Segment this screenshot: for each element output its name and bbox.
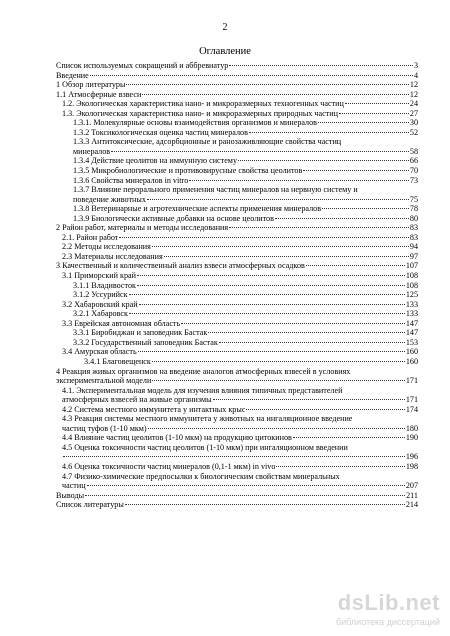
toc-entry-title: 3.1 Приморский край (62, 271, 136, 281)
toc-entry (56, 166, 418, 176)
dot-leader (125, 504, 405, 505)
dot-leader (87, 485, 405, 486)
toc-entry-title: 1.3.9 Биологически активные добавки на основе цеолитов (73, 213, 274, 223)
dot-leader (213, 399, 405, 400)
toc-entry (56, 328, 418, 338)
toc-page-number: 70 (409, 166, 418, 176)
toc-page-number: 97 (409, 251, 418, 261)
dot-leader (142, 94, 409, 95)
dot-leader (119, 237, 408, 238)
toc-entry-title: 1.1 Атмосферные взвеси (56, 89, 142, 99)
toc-entry-title: 1.3.3 Антитоксические, адсорбционные и ранозаживляющие свойства частиц (73, 137, 342, 147)
toc-page-number: 198 (405, 461, 418, 471)
toc-entry-title: 3.4.1 Благовещенск (84, 356, 151, 366)
dot-leader (189, 180, 409, 181)
dot-leader (293, 437, 405, 438)
toc-entry-title: 2.3 Материалы исследования (62, 251, 163, 261)
toc-entry (56, 347, 418, 357)
toc-entry-title: Список используемых сокращений и аббревиатур (56, 61, 229, 70)
dot-leader (90, 75, 413, 76)
dot-leader (318, 122, 409, 123)
toc-entry (56, 472, 418, 491)
toc-entry (56, 99, 418, 109)
dot-leader (129, 313, 405, 314)
toc-page-number: 30 (409, 118, 418, 128)
toc-entry (56, 109, 418, 119)
watermark-subtitle: библиотека диссертаций (335, 617, 440, 627)
toc-entry (56, 405, 418, 415)
toc-entry-title: 1.3.8 Ветеринарные и агротехнические аспекты применения минералов (73, 204, 322, 214)
dot-leader (137, 285, 405, 286)
dot-leader (147, 199, 409, 200)
toc-page-number: 207 (405, 481, 418, 491)
toc-entry (56, 414, 418, 433)
toc-page-number: 108 (405, 271, 418, 281)
toc-page-number: 94 (409, 242, 418, 252)
toc-entry-title-continuation: частиц (62, 481, 86, 491)
toc-page-number: 78 (409, 204, 418, 214)
toc-entry-title: 3.2 Хабаровский край (62, 299, 138, 309)
toc-entry (56, 338, 418, 348)
toc-entry (56, 443, 418, 462)
toc-page-number: 108 (405, 280, 418, 290)
toc-page-number: 58 (409, 146, 418, 156)
dot-leader (152, 361, 405, 362)
toc-page-number: 133 (405, 309, 418, 319)
toc-entry-title: 1.3.4 Действие цеолитов на иммунную систему (73, 156, 238, 166)
dot-leader (303, 170, 409, 171)
toc-entry-title: Выводы (56, 490, 85, 500)
dot-leader (219, 342, 405, 343)
dot-leader (152, 246, 409, 247)
dot-leader (181, 323, 405, 324)
toc-entry-title: 1 Обзор литературы (56, 80, 126, 90)
toc-entry-title: 3.1.1 Владивосток (73, 280, 136, 290)
toc-entry (56, 233, 418, 243)
dot-leader (306, 265, 405, 266)
toc-page-number: 196 (405, 452, 418, 462)
toc-entry-title: Список литературы (56, 500, 124, 510)
toc-entry (56, 462, 418, 472)
toc-entry-title: 1.3.6 Свойства минералов in vitro (73, 175, 189, 185)
toc-entry (56, 242, 418, 252)
table-of-contents (56, 61, 418, 510)
toc-entry-title: 3.3.1 Биробиджан и заповедник Бастак (73, 328, 208, 338)
toc-entry-title: 4 Реакция живых организмов на введение аналогов атмосферных взвесей в условиях (56, 366, 351, 376)
dot-leader (322, 208, 409, 209)
dot-leader (138, 351, 405, 352)
toc-entry (56, 90, 418, 100)
toc-page-number: 4 (413, 70, 418, 80)
toc-entry (56, 156, 418, 166)
dot-leader (238, 160, 409, 161)
dot-leader (111, 151, 409, 152)
toc-page-number: 52 (409, 127, 418, 137)
page-number: 2 (222, 22, 228, 33)
toc-entry-title: 2 Район работ, материалы и методы исследования (56, 223, 229, 233)
dot-leader (148, 428, 405, 429)
toc-entry (56, 491, 418, 501)
toc-entry-title: 1.3.7 Влияние перорального применения частиц минералов на нервную систему и (73, 185, 358, 195)
toc-entry (56, 214, 418, 224)
dot-leader (208, 332, 405, 333)
dot-leader (249, 132, 409, 133)
toc-page-number: 83 (409, 232, 418, 242)
toc-entry (56, 223, 418, 233)
toc-entry-title-continuation: экспериментальной модели (56, 376, 152, 386)
dot-leader (85, 495, 405, 496)
toc-entry-title: 4.4 Влияние частиц цеолитов (1-10 мкм) на продукцию цитокинов (62, 433, 292, 443)
toc-page-number: 27 (409, 108, 418, 118)
toc-page-number: 160 (405, 356, 418, 366)
dot-leader (229, 227, 409, 228)
toc-entry-title: 4.2 Система местного иммунитета у интактных крыс (62, 404, 246, 414)
toc-entry-title: 3 Качественный и количественный анализ взвеси атмосферных осадков (56, 261, 305, 271)
dot-leader (229, 65, 413, 66)
toc-entry (56, 80, 418, 90)
toc-page-number: 190 (405, 433, 418, 443)
toc-entry-title: 1.3.1. Молекулярные основы взаимодействия организмов и минералов (73, 118, 318, 128)
toc-page-number: 66 (409, 156, 418, 166)
toc-entry (56, 271, 418, 281)
toc-entry (56, 500, 418, 510)
toc-page-number: 211 (406, 490, 418, 500)
toc-page-number: 12 (409, 89, 418, 99)
toc-page-number: 3 (413, 61, 418, 70)
toc-entry-title: 1.3.2 Токсикологическая оценка частиц минералов (73, 127, 248, 137)
toc-page-number: 12 (409, 80, 418, 90)
toc-entry (56, 128, 418, 138)
toc-entry (56, 433, 418, 443)
toc-entry (56, 386, 418, 405)
toc-entry-title: 1.3.5 Микробиологические и противовирусные свойства цеолитов (73, 166, 303, 176)
toc-entry (56, 176, 418, 186)
toc-page-number: 80 (409, 213, 418, 223)
watermark-logo: dsLib.net (337, 590, 440, 615)
toc-page-number: 180 (405, 423, 418, 433)
toc-page-number: 171 (405, 376, 418, 386)
toc-page-number: 125 (405, 290, 418, 300)
dot-leader (276, 466, 404, 467)
toc-entry-title: 4.1. Экспериментальная модель для изучения влияния типичных представителей (62, 385, 343, 395)
toc-entry-title: 4.7 Физико-химические предпосылки к биологическим свойствам минеральных (62, 471, 340, 481)
toc-page-number: 171 (405, 395, 418, 405)
toc-entry-title: 2.2 Методы исследования (62, 242, 151, 252)
toc-page-number: 153 (405, 337, 418, 347)
dot-leader (275, 218, 409, 219)
toc-entry (56, 185, 418, 204)
toc-entry-title: 3.3.2 Государственный заповедник Бастак (73, 337, 218, 347)
toc-entry (56, 204, 418, 214)
toc-page-number: 107 (405, 261, 418, 271)
toc-entry-title-continuation: поведение животных (73, 194, 146, 204)
toc-page-number: 75 (409, 194, 418, 204)
toc-page-number: 214 (405, 500, 418, 510)
dot-leader (246, 409, 404, 410)
toc-entry-title: 3.2.1 Хабаровск (73, 309, 128, 319)
toc-entry (56, 281, 418, 291)
toc-entry-title: 4.3 Реакция системы местного иммунитета у животных на ингаляционное введение (62, 414, 353, 424)
watermark (328, 590, 440, 630)
toc-entry-title: 1.3. Экологическая характеристика нано- и микроразмерных природных частиц (62, 108, 338, 118)
dot-leader (339, 113, 409, 114)
toc-entry-title: 3.1.2 Уссурийск (73, 290, 128, 300)
toc-entry (56, 290, 418, 300)
toc-entry (56, 137, 418, 156)
toc-entry (56, 61, 418, 71)
toc-page-number: 24 (409, 99, 418, 109)
dot-leader (63, 456, 405, 457)
dot-leader (137, 275, 405, 276)
toc-page-number: 147 (405, 328, 418, 338)
dot-leader (152, 380, 405, 381)
dot-leader (345, 103, 409, 104)
toc-entry-title: 3.3 Еврейская автономная область (62, 318, 181, 328)
dot-leader (129, 294, 405, 295)
page-title: Оглавление (199, 46, 251, 57)
toc-entry-title: 4.5 Оценка токсичности частиц цеолитов (1-10 мкм) при ингаляционном введении (62, 442, 348, 452)
toc-page-number: 160 (405, 347, 418, 357)
toc-entry (56, 319, 418, 329)
toc-entry (56, 300, 418, 310)
toc-page-number: 133 (405, 299, 418, 309)
toc-entry-title: 2.1. Район работ (62, 232, 119, 242)
toc-page-number: 73 (409, 175, 418, 185)
toc-entry (56, 252, 418, 262)
toc-entry (56, 118, 418, 128)
toc-page-number: 174 (405, 404, 418, 414)
toc-entry-title: 1.2. Экологическая характеристика нано- и микроразмерных техногенных частиц (62, 99, 344, 109)
toc-entry-title: 3.4 Амурская область (62, 347, 137, 357)
toc-entry-title: Введение (56, 70, 89, 80)
toc-entry (56, 261, 418, 271)
toc-entry (56, 71, 418, 81)
toc-entry (56, 357, 418, 367)
toc-entry (56, 367, 418, 386)
dot-leader (139, 304, 405, 305)
dot-leader (126, 84, 408, 85)
toc-entry-title: 4.6 Оценка токсичности частиц минералов (0,1-1 мкм) in vivo (62, 461, 276, 471)
toc-page-number: 147 (405, 318, 418, 328)
toc-entry-title-continuation: минералов (73, 146, 111, 156)
dot-leader (164, 256, 409, 257)
toc-entry-title-continuation: частиц туфов (1-10 мкм) (62, 423, 147, 433)
toc-entry (56, 309, 418, 319)
toc-page-number: 83 (409, 223, 418, 233)
toc-entry-title-continuation: атмосферных взвесей на живые организмы (62, 395, 212, 405)
